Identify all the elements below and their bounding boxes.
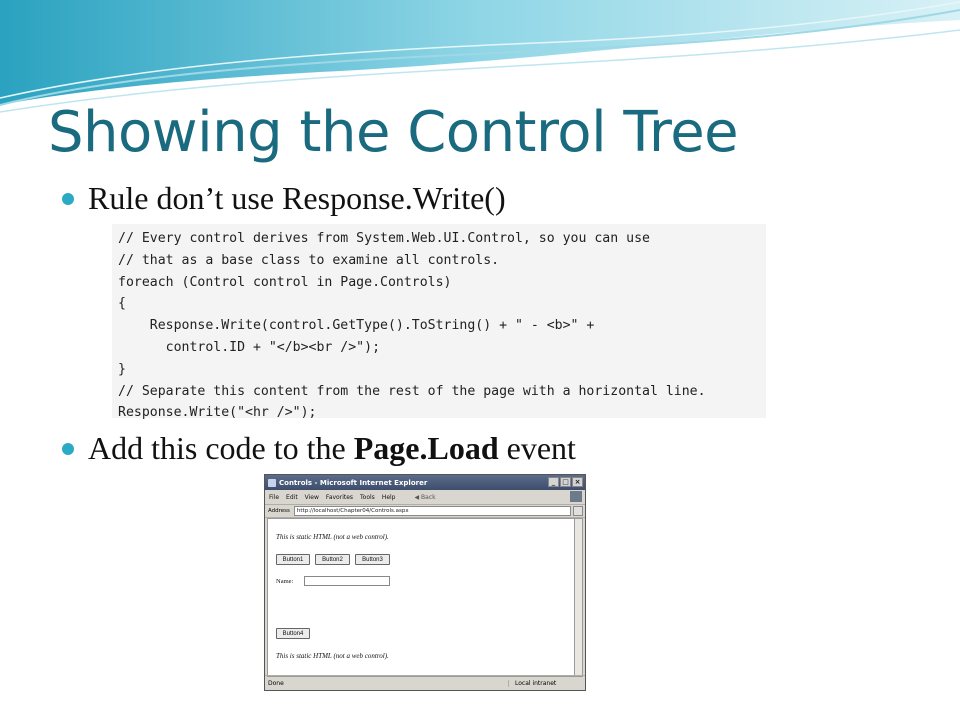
status-bar	[265, 675, 585, 690]
address-dropdown-icon[interactable]	[573, 506, 583, 516]
button1[interactable]: Button1	[276, 554, 310, 565]
name-input[interactable]	[304, 576, 390, 586]
bullet-rule	[62, 180, 506, 217]
code-line: foreach (Control control in Page.Controls)	[118, 274, 452, 290]
back-button[interactable]: ◀ Back	[414, 493, 436, 501]
slide-title: Showing the Control Tree	[48, 100, 739, 165]
menu-view[interactable]: View	[304, 493, 319, 501]
button4[interactable]: Button4	[276, 628, 310, 639]
address-label: Address	[268, 508, 290, 514]
code-line: Response.Write("<hr />");	[118, 405, 317, 421]
bullet-page-load	[62, 430, 576, 467]
vertical-scrollbar[interactable]	[574, 518, 583, 677]
windows-logo-icon	[570, 491, 582, 502]
code-line: // that as a base class to examine all controls.	[118, 252, 500, 268]
code-block	[112, 224, 766, 421]
bullet-dot-icon	[62, 443, 74, 455]
button3[interactable]: Button3	[355, 554, 390, 565]
address-input[interactable]: http://localhost/Chapter04/Controls.aspx	[294, 506, 571, 516]
back-label: Back	[421, 493, 436, 501]
code-line: }	[118, 361, 126, 377]
button2[interactable]: Button2	[315, 554, 350, 565]
code-line: Response.Write(control.GetType().ToString() + " - <b>" +	[118, 318, 595, 334]
code-line: // Every control derives from System.Web.UI.Control, so you can use	[118, 231, 650, 246]
browser-screenshot	[264, 474, 586, 691]
bullet-text-bold: Page.Load	[353, 430, 499, 466]
close-icon[interactable]: ×	[572, 477, 583, 487]
status-done: Done	[268, 679, 284, 687]
maximize-icon[interactable]: □	[560, 477, 571, 487]
status-zone: Local intranet	[508, 680, 585, 687]
browser-titlebar	[265, 475, 585, 490]
static-text-bottom: This is static HTML (not a web control).	[276, 652, 389, 660]
static-text-top: This is static HTML (not a web control).	[276, 533, 389, 541]
address-bar	[265, 505, 585, 518]
code-line: {	[118, 296, 126, 312]
name-label: Name:	[276, 578, 294, 585]
code-line: // Separate this content from the rest of the page with a horizontal line.	[118, 383, 706, 399]
menu-favorites[interactable]: Favorites	[325, 493, 354, 501]
bullet-dot-icon	[62, 193, 74, 205]
minimize-icon[interactable]: _	[548, 477, 559, 487]
ie-icon	[268, 479, 276, 487]
code-line: control.ID + "</b><br />");	[118, 339, 381, 355]
browser-window-title: Controls - Microsoft Internet Explorer	[279, 478, 428, 487]
browser-menubar	[265, 490, 585, 505]
bullet-text-before: Add this code to the	[88, 430, 354, 466]
bullet-text-after: event	[498, 430, 576, 466]
menu-help[interactable]: Help	[381, 493, 396, 501]
bullet-rule-text: Rule don’t use Response.Write()	[88, 180, 506, 216]
menu-tools[interactable]: Tools	[360, 493, 375, 501]
menu-edit[interactable]: Edit	[286, 493, 298, 501]
browser-content	[267, 518, 575, 677]
menu-file[interactable]: File	[269, 493, 280, 501]
